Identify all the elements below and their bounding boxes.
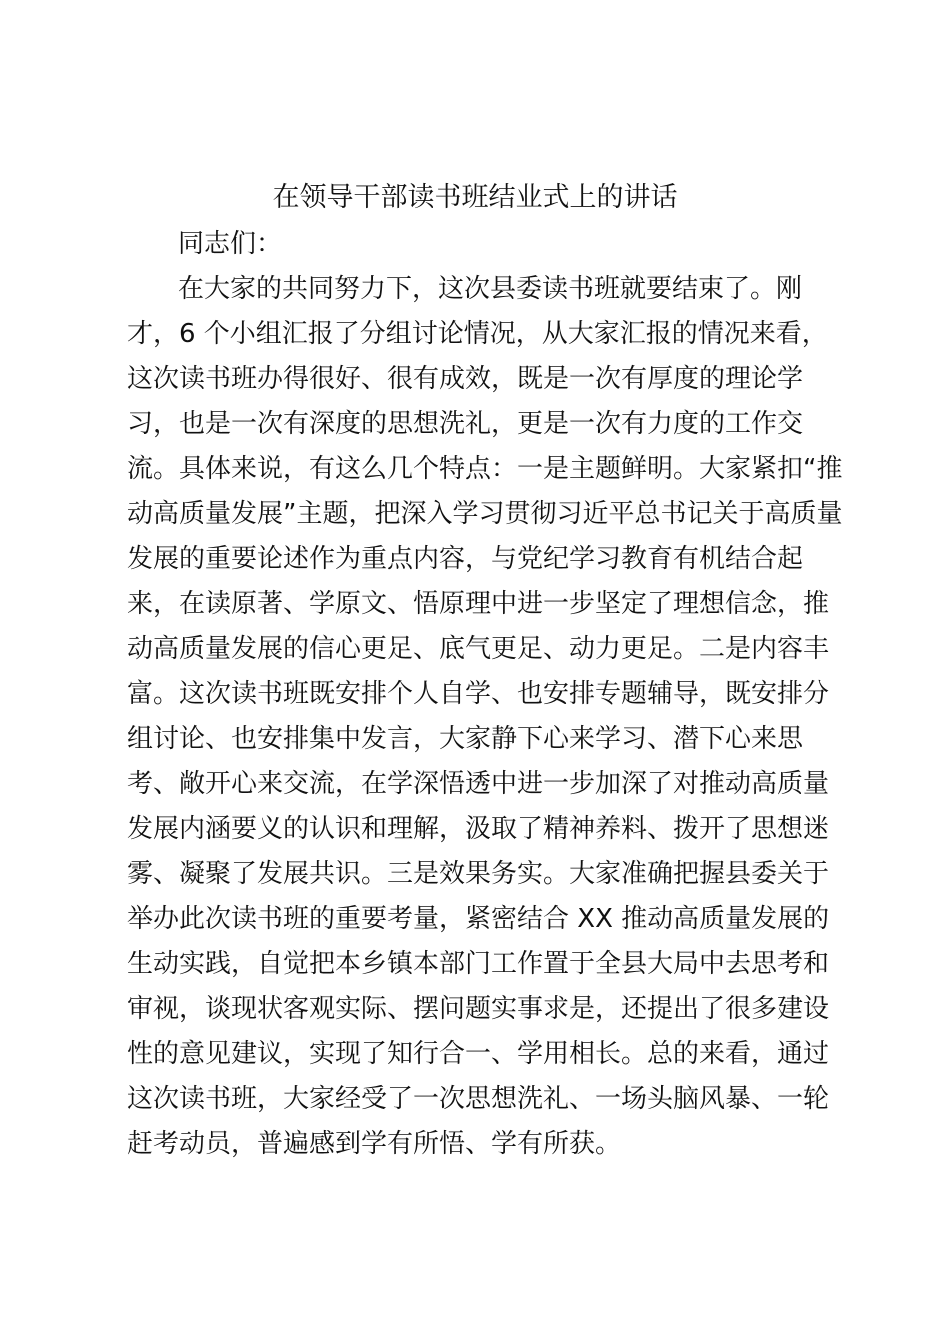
paragraph-line: 发展内涵要义的认识和理解，汲取了精神养料、拨开了思想迷: [127, 814, 830, 844]
salutation: 同志们：: [178, 229, 283, 259]
paragraph-line: 习，也是一次有深度的思想洗礼，更是一次有力度的工作交: [127, 409, 804, 439]
paragraph-line: 审视，谈现状客观实际、摆问题实事求是，还提出了很多建设: [127, 994, 830, 1024]
paragraph-line: 流。具体来说，有这么几个特点：一是主题鲜明。大家紧扣“推: [127, 454, 843, 484]
paragraph-line: 才，6 个小组汇报了分组讨论情况，从大家汇报的情况来看，: [127, 319, 828, 349]
paragraph-line: 这次读书班，大家经受了一次思想洗礼、一场头脑风暴、一轮: [127, 1084, 830, 1114]
paragraph-line: 动高质量发展的信心更足、底气更足、动力更足。二是内容丰: [127, 634, 830, 664]
paragraph-line: 在大家的共同努力下，这次县委读书班就要结束了。刚: [178, 274, 803, 304]
paragraph-line: 组讨论、也安排集中发言，大家静下心来学习、潜下心来思: [127, 724, 804, 754]
paragraph-line: 这次读书班办得很好、很有成效，既是一次有厚度的理论学: [127, 364, 804, 394]
paragraph-line: 赶考动员，普遍感到学有所悟、学有所获。: [127, 1129, 622, 1159]
paragraph-line: 考、敞开心来交流，在学深悟透中进一步加深了对推动高质量: [127, 769, 830, 799]
paragraph-line: 性的意见建议，实现了知行合一、学用相长。总的来看，通过: [127, 1039, 830, 1069]
paragraph-line: 举办此次读书班的重要考量，紧密结合 XX 推动高质量发展的: [127, 904, 830, 934]
paragraph-line: 雾、凝聚了发展共识。三是效果务实。大家准确把握县委关于: [127, 859, 830, 889]
paragraph-line: 来，在读原著、学原文、悟原理中进一步坚定了理想信念，推: [127, 589, 830, 619]
paragraph-line: 生动实践，自觉把本乡镇本部门工作置于全县大局中去思考和: [127, 949, 830, 979]
document-title: 在领导干部读书班结业式上的讲话: [272, 182, 678, 213]
paragraph-line: 富。这次读书班既安排个人自学、也安排专题辅导，既安排分: [127, 679, 830, 709]
paragraph-line: 发展的重要论述作为重点内容，与党纪学习教育有机结合起: [127, 544, 804, 574]
paragraph-line: 动高质量发展”主题，把深入学习贯彻习近平总书记关于高质量: [127, 499, 843, 529]
